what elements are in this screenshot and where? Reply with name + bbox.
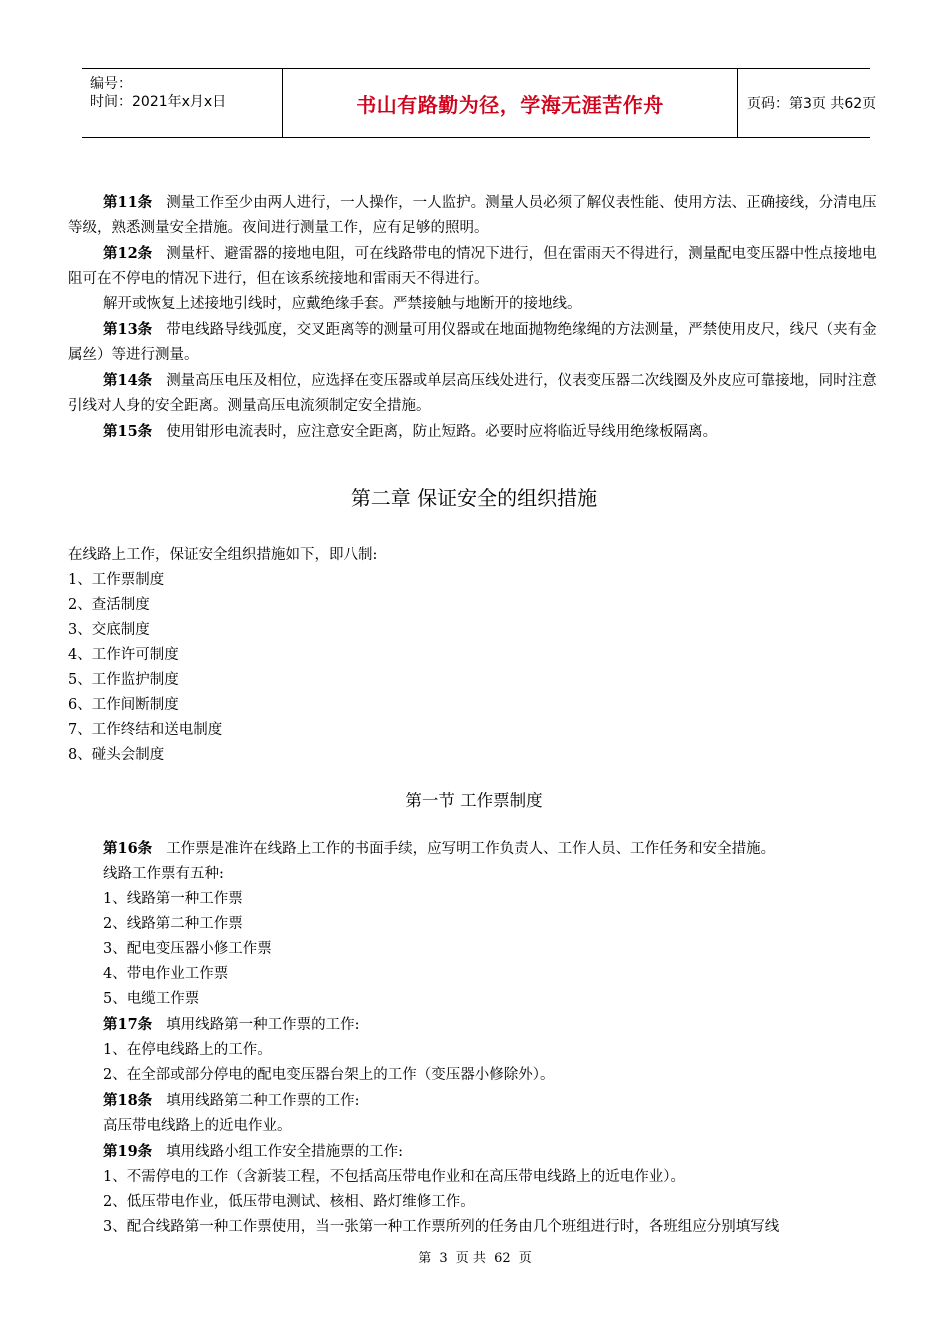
header-page-code: 页码：第3页 共62页	[747, 96, 877, 112]
list-item: 线路工作票有五种:	[103, 866, 224, 882]
list-item: 7、工作终结和送电制度	[68, 722, 223, 738]
list-item: 5、电缆工作票	[103, 991, 200, 1007]
list-item: 在线路上工作，保证安全组织措施如下，即八制:	[68, 547, 378, 563]
footer-mid: 页 共	[455, 1251, 486, 1266]
list-item: 8、碰头会制度	[68, 747, 165, 763]
article-number: 第17条	[103, 1016, 153, 1033]
article-number: 第19条	[103, 1143, 153, 1160]
header-motto-cell	[282, 69, 738, 137]
footer-prefix: 第	[418, 1251, 432, 1266]
page-footer	[0, 1247, 950, 1266]
article-number: 第18条	[103, 1092, 153, 1109]
list-item: 3、配合线路第一种工作票使用，当一张第一种工作票所列的任务由几个班组进行时，各班组应分别填写线	[103, 1219, 780, 1235]
list-item: 5、工作监护制度	[68, 672, 179, 688]
article-paragraph	[68, 241, 880, 292]
article-text: 带电线路导线弧度，交叉距离等的测量可用仪器或在地面抛物绝缘绳的方法测量，严禁使用皮尺，线尺（夹有金属丝）等进行测量。	[68, 322, 877, 363]
list-item: 1、工作票制度	[68, 572, 165, 588]
article-paragraph	[68, 1139, 880, 1165]
article-number: 第14条	[103, 372, 153, 389]
footer-suffix: 页	[518, 1251, 532, 1266]
article-text: 测量高压电压及相位，应选择在变压器或单层高压线处进行，仪表变压器二次线圈及外皮应可靠接地，同时注意引线对人身的安全距离。测量高压电流须制定安全措施。	[68, 373, 877, 414]
document-date: 时间：2021年x月x日	[90, 94, 227, 110]
list-item: 1、线路第一种工作票	[103, 891, 243, 907]
header-meta-cell	[82, 69, 282, 137]
section-heading: 第一节 工作票制度	[405, 791, 543, 810]
body-paragraph: 解开或恢复上述接地引线时，应戴绝缘手套。严禁接触与地断开的接地线。	[103, 296, 582, 312]
article-text: 工作票是准许在线路上工作的书面手续，应写明工作负责人、工作人员、工作任务和安全措施。	[166, 841, 776, 857]
article-paragraph	[68, 836, 880, 862]
article-number: 第11条	[103, 194, 153, 211]
document-number-label: 编号：	[90, 76, 132, 92]
list-item: 1、不需停电的工作（含新装工程，不包括高压带电作业和在高压带电线路上的近电作业）。	[103, 1169, 685, 1185]
list-item: 高压带电线路上的近电作业。	[103, 1118, 292, 1134]
list-item: 3、交底制度	[68, 622, 150, 638]
header-page-cell	[737, 69, 877, 137]
list-item: 3、配电变压器小修工作票	[103, 941, 272, 957]
article-paragraph	[68, 419, 880, 445]
header-motto: 书山有路勤为径，学海无涯苦作舟	[356, 92, 664, 117]
article-text: 填用线路第一种工作票的工作:	[166, 1017, 360, 1033]
article-text: 测量工作至少由两人进行，一人操作，一人监护。测量人员必须了解仪表性能、使用方法、正确接线，分清电压等级，熟悉测量安全措施。夜间进行测量工作，应有足够的照明。	[68, 195, 877, 236]
list-item: 2、低压带电作业，低压带电测试、核相、路灯维修工作。	[103, 1194, 475, 1210]
article-number: 第13条	[103, 321, 153, 338]
list-item: 4、工作许可制度	[68, 647, 179, 663]
article-text: 测量杆、避雷器的接地电阻，可在线路带电的情况下进行，但在雷雨天不得进行，测量配电变压器中性点接地电阻可在不停电的情况下进行，但在该系统接地和雷雨天不得进行。	[68, 246, 877, 287]
article-paragraph	[68, 1088, 880, 1114]
list-item: 2、线路第二种工作票	[103, 916, 243, 932]
article-text: 使用钳形电流表时，应注意安全距离，防止短路。必要时应将临近导线用绝缘板隔离。	[166, 424, 718, 440]
list-item: 2、查活制度	[68, 597, 150, 613]
list-item: 4、带电作业工作票	[103, 966, 229, 982]
page-header	[82, 68, 877, 138]
article-paragraph	[68, 368, 880, 419]
list-item: 2、在全部或部分停电的配电变压器台架上的工作（变压器小修除外）。	[103, 1067, 555, 1083]
article-paragraph	[68, 190, 880, 241]
article-number: 第12条	[103, 245, 153, 262]
article-number: 第15条	[103, 423, 153, 440]
article-number: 第16条	[103, 840, 153, 857]
footer-page-total: 62	[494, 1251, 511, 1266]
article-paragraph	[68, 1012, 880, 1038]
list-item: 6、工作间断制度	[68, 697, 179, 713]
chapter-heading: 第二章 保证安全的组织措施	[350, 486, 598, 510]
document-body	[68, 190, 880, 1240]
article-text: 填用线路第二种工作票的工作:	[166, 1093, 360, 1109]
list-item: 1、在停电线路上的工作。	[103, 1042, 272, 1058]
article-paragraph	[68, 317, 880, 368]
article-text: 填用线路小组工作安全措施票的工作:	[166, 1144, 404, 1160]
footer-page-number: 3	[439, 1251, 448, 1266]
